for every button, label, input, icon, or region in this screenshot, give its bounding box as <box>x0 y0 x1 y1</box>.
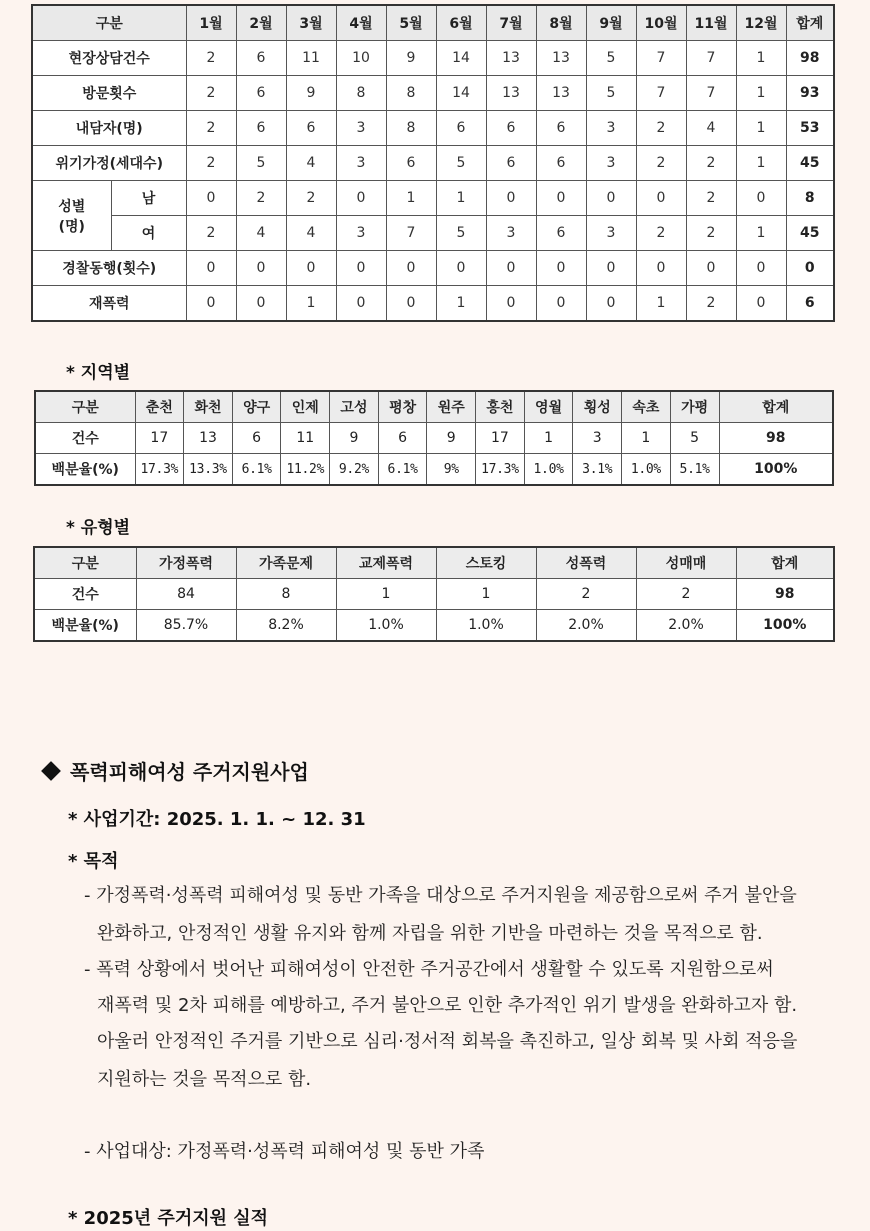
column-header: 가평 <box>670 391 719 423</box>
section-title-text: 폭력피해여성 주거지원사업 <box>70 760 309 784</box>
purpose-text: 완화하고, 안정적인 생활 유지와 함께 자립을 위한 기반을 마련하는 것을 목적으로 함. <box>97 923 763 944</box>
table-cell: 3 <box>336 216 386 251</box>
table-cell: 1 <box>524 423 573 454</box>
row-total: 93 <box>786 76 834 111</box>
table-cell: 1 <box>736 111 786 146</box>
table-cell: 6 <box>378 423 427 454</box>
row-label: 건수 <box>35 423 135 454</box>
row-total: 8 <box>786 181 834 216</box>
table-cell: 0 <box>386 286 436 322</box>
column-header: 9월 <box>586 5 636 41</box>
column-header: 구분 <box>34 547 136 579</box>
row-total: 98 <box>736 579 834 610</box>
table-cell: 1 <box>436 286 486 322</box>
table-cell: 8 <box>336 76 386 111</box>
column-header: 속초 <box>622 391 671 423</box>
column-header: 합계 <box>786 5 834 41</box>
row-total: 0 <box>786 251 834 286</box>
column-header: 인제 <box>281 391 330 423</box>
table-cell: 1.0% <box>336 610 436 642</box>
table-cell: 1 <box>736 76 786 111</box>
table-cell: 2 <box>686 286 736 322</box>
table-cell: 0 <box>336 251 386 286</box>
table-cell: 13 <box>486 76 536 111</box>
table-cell: 0 <box>536 251 586 286</box>
table-cell: 7 <box>636 76 686 111</box>
table-cell: 0 <box>736 181 786 216</box>
table-cell: 6 <box>536 216 586 251</box>
row-label: 백분율(%) <box>34 610 136 642</box>
column-header: 4월 <box>336 5 386 41</box>
table-cell: 1 <box>286 286 336 322</box>
row-total: 6 <box>786 286 834 322</box>
table-cell: 13 <box>536 76 586 111</box>
table-row <box>32 216 834 251</box>
table-cell: 8 <box>386 76 436 111</box>
purpose-title: * 목적 <box>68 851 119 872</box>
performance-title: * 2025년 주거지원 실적 <box>68 1208 269 1229</box>
table-cell: 2 <box>186 216 236 251</box>
row-label: 내담자(명) <box>32 111 186 146</box>
table-cell: 0 <box>336 286 386 322</box>
column-header: 홍천 <box>476 391 525 423</box>
row-total: 45 <box>786 146 834 181</box>
column-header: 화천 <box>184 391 233 423</box>
table-row <box>32 286 834 322</box>
table-cell: 17.3% <box>135 454 184 486</box>
table-cell: 0 <box>236 251 286 286</box>
table-cell: 0 <box>186 181 236 216</box>
purpose-text: - 폭력 상황에서 벗어난 피해여성이 안전한 주거공간에서 생활할 수 있도록 지원함으로써 <box>84 959 774 980</box>
table-cell: 2.0% <box>636 610 736 642</box>
row-label: 현장상담건수 <box>32 41 186 76</box>
table-cell: 0 <box>586 286 636 322</box>
table-cell: 6.1% <box>378 454 427 486</box>
table-cell: 13 <box>486 41 536 76</box>
period-line: * 사업기간: 2025. 1. 1. ~ 12. 31 <box>68 809 366 830</box>
table-cell: 2 <box>186 41 236 76</box>
gender-group-label <box>32 181 111 251</box>
table-cell: 9 <box>286 76 336 111</box>
table-cell: 3 <box>586 216 636 251</box>
table-cell: 2 <box>636 579 736 610</box>
table-cell: 8.2% <box>236 610 336 642</box>
column-header: 횡성 <box>573 391 622 423</box>
table-cell: 1 <box>736 216 786 251</box>
table-row <box>32 41 834 76</box>
table-cell: 3 <box>586 111 636 146</box>
table-cell: 4 <box>236 216 286 251</box>
table-cell: 3 <box>336 146 386 181</box>
section-title <box>44 756 309 785</box>
table-cell: 6 <box>386 146 436 181</box>
column-header: 성매매 <box>636 547 736 579</box>
row-total: 53 <box>786 111 834 146</box>
table-header-row <box>35 391 833 423</box>
table-cell: 14 <box>436 76 486 111</box>
region-stats-table <box>34 390 834 486</box>
table-cell: 0 <box>236 286 286 322</box>
table-cell: 85.7% <box>136 610 236 642</box>
table-cell: 0 <box>286 251 336 286</box>
table-cell: 5 <box>586 41 636 76</box>
table-row <box>32 181 834 216</box>
row-label: 방문횟수 <box>32 76 186 111</box>
table-cell: 1 <box>636 286 686 322</box>
table-cell: 3 <box>573 423 622 454</box>
column-header: 스토킹 <box>436 547 536 579</box>
table-cell: 7 <box>686 41 736 76</box>
table-cell: 2 <box>186 76 236 111</box>
row-label: 건수 <box>34 579 136 610</box>
table-cell: 11 <box>286 41 336 76</box>
table-cell: 2 <box>636 146 686 181</box>
table-cell: 5 <box>436 216 486 251</box>
table-cell: 5 <box>586 76 636 111</box>
row-label: 남 <box>111 181 186 216</box>
row-label: 경찰동행(횟수) <box>32 251 186 286</box>
purpose-text: 지원하는 것을 목적으로 함. <box>97 1069 312 1090</box>
table-cell: 3.1% <box>573 454 622 486</box>
table-cell: 3 <box>486 216 536 251</box>
column-header: 합계 <box>736 547 834 579</box>
table-row <box>35 454 833 486</box>
row-total: 100% <box>719 454 833 486</box>
gender-label-line: (명) <box>58 218 85 235</box>
table-cell: 6 <box>536 111 586 146</box>
row-label: 여 <box>111 216 186 251</box>
table-cell: 0 <box>636 251 686 286</box>
table-cell: 2 <box>286 181 336 216</box>
purpose-text: - 가정폭력·성폭력 피해여성 및 동반 가족을 대상으로 주거지원을 제공함으로써 주거 불안을 <box>84 885 797 906</box>
table-cell: 9 <box>427 423 476 454</box>
table-cell: 1 <box>736 146 786 181</box>
table-cell: 2 <box>686 216 736 251</box>
table-cell: 1 <box>436 579 536 610</box>
column-header: 양구 <box>232 391 281 423</box>
target-line: - 사업대상: 가정폭력·성폭력 피해여성 및 동반 가족 <box>84 1141 485 1162</box>
row-total: 98 <box>719 423 833 454</box>
table-header-row <box>34 547 834 579</box>
table-row <box>32 146 834 181</box>
table-cell: 6 <box>236 41 286 76</box>
table-cell: 6 <box>536 146 586 181</box>
table-cell: 1 <box>736 41 786 76</box>
table-cell: 3 <box>336 111 386 146</box>
table-cell: 7 <box>636 41 686 76</box>
row-total: 45 <box>786 216 834 251</box>
table-cell: 8 <box>386 111 436 146</box>
table-cell: 1.0% <box>524 454 573 486</box>
column-header: 성폭력 <box>536 547 636 579</box>
table-cell: 11.2% <box>281 454 330 486</box>
table-cell: 0 <box>536 181 586 216</box>
table-cell: 9.2% <box>330 454 379 486</box>
column-header: 구분 <box>35 391 135 423</box>
column-header: 춘천 <box>135 391 184 423</box>
table-row <box>32 251 834 286</box>
table-cell: 0 <box>586 251 636 286</box>
table-cell: 2 <box>236 181 286 216</box>
table-cell: 0 <box>586 181 636 216</box>
column-header: 구분 <box>32 5 186 41</box>
table-cell: 7 <box>686 76 736 111</box>
column-header: 교제폭력 <box>336 547 436 579</box>
column-header: 2월 <box>236 5 286 41</box>
table-cell: 10 <box>336 41 386 76</box>
purpose-text: 아울러 안정적인 주거를 기반으로 심리·정서적 회복을 촉진하고, 일상 회복 및 사회 적응을 <box>97 1031 798 1052</box>
table-cell: 6 <box>486 111 536 146</box>
table-cell: 2 <box>186 146 236 181</box>
column-header: 6월 <box>436 5 486 41</box>
table-cell: 2 <box>186 111 236 146</box>
table-cell: 5 <box>670 423 719 454</box>
table-cell: 4 <box>686 111 736 146</box>
table-cell: 17 <box>135 423 184 454</box>
table-cell: 2 <box>686 181 736 216</box>
table-cell: 2 <box>636 216 686 251</box>
column-header: 가정폭력 <box>136 547 236 579</box>
table-row <box>34 610 834 642</box>
table-cell: 6 <box>236 111 286 146</box>
monthly-stats-table <box>31 4 835 322</box>
table-cell: 7 <box>386 216 436 251</box>
table-cell: 2 <box>686 146 736 181</box>
table-cell: 1 <box>386 181 436 216</box>
table-cell: 1 <box>336 579 436 610</box>
table-cell: 9 <box>386 41 436 76</box>
table-cell: 3 <box>586 146 636 181</box>
column-header: 10월 <box>636 5 686 41</box>
table-cell: 84 <box>136 579 236 610</box>
table-cell: 5 <box>236 146 286 181</box>
table-cell: 0 <box>686 251 736 286</box>
table-cell: 0 <box>486 286 536 322</box>
row-total: 100% <box>736 610 834 642</box>
table-cell: 0 <box>186 251 236 286</box>
table-cell: 6.1% <box>232 454 281 486</box>
table-cell: 6 <box>436 111 486 146</box>
table-cell: 4 <box>286 146 336 181</box>
column-header: 5월 <box>386 5 436 41</box>
column-header: 8월 <box>536 5 586 41</box>
table-cell: 14 <box>436 41 486 76</box>
table-cell: 5 <box>436 146 486 181</box>
row-label: 재폭력 <box>32 286 186 322</box>
table-cell: 2 <box>536 579 636 610</box>
table-cell: 0 <box>736 251 786 286</box>
table-cell: 6 <box>286 111 336 146</box>
table-cell: 9% <box>427 454 476 486</box>
table-cell: 0 <box>386 251 436 286</box>
table-header-row <box>32 5 834 41</box>
column-header: 3월 <box>286 5 336 41</box>
type-stats-table <box>33 546 835 642</box>
table-cell: 0 <box>336 181 386 216</box>
table-cell: 0 <box>186 286 236 322</box>
table-row <box>35 423 833 454</box>
column-header: 가족문제 <box>236 547 336 579</box>
table-cell: 1 <box>436 181 486 216</box>
row-label: 백분율(%) <box>35 454 135 486</box>
table-cell: 6 <box>232 423 281 454</box>
column-header: 7월 <box>486 5 536 41</box>
table-cell: 4 <box>286 216 336 251</box>
table-cell: 17 <box>476 423 525 454</box>
table-cell: 0 <box>436 251 486 286</box>
column-header: 영월 <box>524 391 573 423</box>
table-cell: 11 <box>281 423 330 454</box>
column-header: 12월 <box>736 5 786 41</box>
column-header: 11월 <box>686 5 736 41</box>
table-cell: 9 <box>330 423 379 454</box>
column-header: 1월 <box>186 5 236 41</box>
table-cell: 5.1% <box>670 454 719 486</box>
table-cell: 0 <box>486 181 536 216</box>
column-header: 원주 <box>427 391 476 423</box>
table-cell: 6 <box>236 76 286 111</box>
column-header: 고성 <box>330 391 379 423</box>
table-cell: 0 <box>486 251 536 286</box>
purpose-text: 재폭력 및 2차 피해를 예방하고, 주거 불안으로 인한 추가적인 위기 발생을 완화하고자 함. <box>97 995 798 1016</box>
row-label: 위기가정(세대수) <box>32 146 186 181</box>
table-row <box>32 76 834 111</box>
table-cell: 0 <box>536 286 586 322</box>
table-cell: 0 <box>736 286 786 322</box>
column-header: 합계 <box>719 391 833 423</box>
table-row <box>34 579 834 610</box>
region-subtitle: * 지역별 <box>66 363 131 383</box>
table-cell: 0 <box>636 181 686 216</box>
table-cell: 13.3% <box>184 454 233 486</box>
table-cell: 1 <box>622 423 671 454</box>
table-cell: 17.3% <box>476 454 525 486</box>
type-subtitle: * 유형별 <box>66 518 131 538</box>
table-cell: 2 <box>636 111 686 146</box>
table-row <box>32 111 834 146</box>
table-cell: 1.0% <box>436 610 536 642</box>
diamond-bullet-icon <box>41 761 61 781</box>
table-cell: 8 <box>236 579 336 610</box>
gender-label-line: 성별 <box>58 198 86 215</box>
table-cell: 13 <box>184 423 233 454</box>
table-cell: 6 <box>486 146 536 181</box>
table-cell: 1.0% <box>622 454 671 486</box>
row-total: 98 <box>786 41 834 76</box>
column-header: 평창 <box>378 391 427 423</box>
table-cell: 2.0% <box>536 610 636 642</box>
table-cell: 13 <box>536 41 586 76</box>
